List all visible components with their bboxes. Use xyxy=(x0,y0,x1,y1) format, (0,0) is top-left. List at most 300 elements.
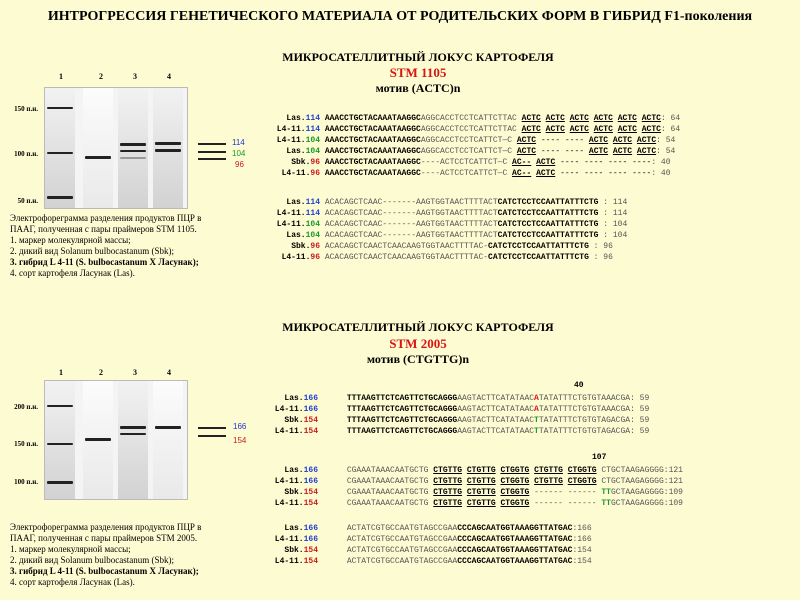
repeat-unit: ACTC xyxy=(521,125,541,134)
seq-segment: AAGTACTTCATATAAC xyxy=(457,427,535,436)
alignment-block-2a xyxy=(258,393,649,437)
page-title: ИНТРОГРЕССИЯ ГЕНЕТИЧЕСКОГО МАТЕРИАЛА ОТ РОДИТЕЛЬСКИХ ФОРМ В ГИБРИД F1-поколения xyxy=(47,9,753,24)
repeat-unit: ACTC xyxy=(617,125,637,134)
repeat-unit: ACTC xyxy=(641,125,661,134)
legend-line: 2. дикий вид Solanum bulbocastanum (Sbk); xyxy=(10,246,175,256)
seq-segment: ACTATCGTGCCAATGTAGCCGAA xyxy=(346,524,458,533)
position-count: :109 xyxy=(663,499,683,508)
legend-line: ПААГ, полученная с пары праймеров STM 2005. xyxy=(10,533,198,543)
repeat-unit: ACTC xyxy=(612,147,633,156)
repeat-unit: AC-- xyxy=(512,158,532,167)
sequence-row xyxy=(258,487,683,498)
allele-size: 166 xyxy=(303,524,318,533)
allele-size: 114 xyxy=(305,209,320,218)
repeat-unit: ACTC xyxy=(636,136,657,145)
gel1-image xyxy=(44,87,188,209)
repeat-unit: ---- xyxy=(608,158,628,167)
seq-segment: ACACAGCTCAAC-------AAGTGGTAACTTTTACT xyxy=(324,231,498,240)
position-count: : 40 xyxy=(651,158,671,167)
sample-name: L4-11. xyxy=(274,535,304,544)
alignment-block-2c xyxy=(258,523,592,567)
repeat-unit: CTGTTG xyxy=(534,477,563,486)
gap xyxy=(318,546,347,555)
legend-line: 2. дикий вид Solanum bulbocastanum (Sbk); xyxy=(10,555,175,565)
repeat-unit: ---- xyxy=(608,169,628,178)
repeat-unit: ------ xyxy=(567,499,597,508)
allele-size: 104 xyxy=(305,231,320,240)
repeat-unit: CTGTTG xyxy=(433,477,463,486)
sample-name: L4-11. xyxy=(276,209,306,218)
allele-label: 154 xyxy=(233,436,247,445)
repeat-unit: ACTC xyxy=(536,169,556,178)
gel-lane xyxy=(83,381,113,499)
seq-segment: TATATTTCTGTGTAGACGA xyxy=(538,427,631,436)
allele-size: 96 xyxy=(310,242,320,251)
sample-name: Las. xyxy=(286,147,306,156)
sequence-label xyxy=(258,534,318,545)
position-count: : 96 xyxy=(588,253,613,262)
sequence-label xyxy=(258,393,318,404)
primer-seq: AAACCTGCTACAAATAAGGC xyxy=(324,169,421,178)
repeat-unit: ACTC xyxy=(588,136,609,145)
sample-name: L4-11. xyxy=(276,136,306,145)
seq-segment: CGAAATAAACAATGCTG xyxy=(346,499,434,508)
section1-heading: МИКРОСАТЕЛЛИТНЫЙ ЛОКУС КАРТОФЕЛЯ xyxy=(282,50,554,64)
repeat-unit: ACTC xyxy=(516,136,537,145)
lane-number: 4 xyxy=(167,72,171,81)
lane-number: 2 xyxy=(99,368,103,377)
sequence-label xyxy=(258,476,318,487)
section2-motif: мотив (CTGTTG)n xyxy=(366,352,470,366)
position-count: :166 xyxy=(572,535,592,544)
repeat-unit: CTGTTG xyxy=(433,488,463,497)
gap xyxy=(318,499,347,508)
repeat-unit: ---- xyxy=(564,136,585,145)
position-count: :166 xyxy=(572,524,592,533)
repeat-unit: CTGTTG xyxy=(466,488,496,497)
gel-lane xyxy=(118,88,148,208)
sequence-row xyxy=(254,241,627,252)
gel2-legend xyxy=(10,522,275,588)
gel-lane xyxy=(118,381,148,499)
repeat-unit: CTGTTG xyxy=(433,466,463,475)
legend-line: Электрофореграмма разделения продуктов ПЦР в xyxy=(10,213,202,223)
sequence-label xyxy=(254,135,320,146)
seq-segment: TATATTTCTGTGTAGACGA xyxy=(538,416,631,425)
primer-seq: AAACCTGCTACAAATAAGGC xyxy=(324,147,421,156)
position-count: :121 xyxy=(663,477,683,486)
gel-lane xyxy=(45,381,75,499)
sequence-row xyxy=(254,230,627,241)
primer-seq: AAACCTGCTACAAATAAGGC xyxy=(324,136,421,145)
gap xyxy=(318,416,347,425)
position-count: : 54 xyxy=(656,147,676,156)
allele-size: 96 xyxy=(310,253,320,262)
ruler-label: 200 п.н. xyxy=(14,403,38,411)
sequence-row xyxy=(258,498,683,509)
repeat-unit: CTGGTG xyxy=(500,477,530,486)
primer-seq: CCCAGCAATGGTAAAGGTTATGAC xyxy=(457,546,573,555)
snp: TT xyxy=(601,488,611,497)
lane-number: 3 xyxy=(133,368,137,377)
sequence-label xyxy=(254,241,320,252)
seq-segment: ACACAGCTCAACTCAACAAGTGGTAACTTTTAC- xyxy=(324,242,489,251)
sequence-label xyxy=(254,124,320,135)
primer-seq: CATCTCCTCCAATTATTTCTG xyxy=(488,253,589,262)
repeat-unit: ACTC xyxy=(545,114,565,123)
position-count: :109 xyxy=(663,488,683,497)
sample-name: L4-11. xyxy=(274,499,304,508)
sequence-row xyxy=(254,219,627,230)
allele-size: 166 xyxy=(303,535,318,544)
repeat-unit: ---- xyxy=(540,147,561,156)
seq-segment: ACACAGCTCAACTCAACAAGTGGTAACTTTTAC- xyxy=(324,253,489,262)
lane-number: 4 xyxy=(167,368,171,377)
seq-segment: ACACAGCTCAAC-------AAGTGGTAACTTTTACT xyxy=(324,198,498,207)
repeat-unit: ---- xyxy=(560,169,580,178)
repeat-unit: CTGTTG xyxy=(466,466,496,475)
repeat-unit: ---- xyxy=(584,169,604,178)
section2-locus: STM 2005 xyxy=(389,336,447,351)
ruler-label: 150 п.н. xyxy=(14,440,38,448)
position-count: : 104 xyxy=(598,220,628,229)
primer-seq: AAACCTGCTACAAATAAGGC xyxy=(324,158,421,167)
sample-name: L4-11. xyxy=(274,405,304,414)
repeat-unit: CTGTTG xyxy=(466,477,496,486)
sample-name: Sbk. xyxy=(284,416,304,425)
repeat-unit: ACTC xyxy=(617,114,637,123)
gel-lane xyxy=(153,381,183,499)
repeat-unit: ------ xyxy=(534,499,563,508)
seq-segment: ACACAGCTCAAC-------AAGTGGTAACTTTTACT xyxy=(324,209,498,218)
position-count: : 59 xyxy=(630,405,650,414)
repeat-unit: CTGGTG xyxy=(500,488,530,497)
repeat-unit: ---- xyxy=(564,147,585,156)
legend-line: 1. маркер молекулярной массы; xyxy=(10,235,131,245)
repeat-unit: ---- xyxy=(632,158,652,167)
allele-size: 104 xyxy=(305,147,320,156)
repeat-unit: ---- xyxy=(560,158,580,167)
ruler-label: 150 п.н. xyxy=(14,105,38,113)
ruler-label: 50 п.н. xyxy=(17,197,38,205)
allele-size: 166 xyxy=(303,466,318,475)
position-count: : 40 xyxy=(651,169,671,178)
primer-seq: CCCAGCAATGGTAAAGGTTATGAC xyxy=(457,524,573,533)
seq-segment: CGAAATAAACAATGCTG xyxy=(346,477,434,486)
sequence-row xyxy=(258,404,649,415)
seq-segment: GCTAAGAGGGG xyxy=(610,488,664,497)
allele-label: 114 xyxy=(232,138,245,147)
repeat-unit: ACTC xyxy=(521,114,541,123)
sequence-row xyxy=(258,426,649,437)
gap xyxy=(318,524,347,533)
repeat-unit: AC-- xyxy=(512,169,532,178)
sample-name: Las. xyxy=(284,394,304,403)
gel-lane xyxy=(83,88,113,208)
allele-size: 114 xyxy=(305,198,320,207)
position-mark: 40 xyxy=(574,381,584,390)
sequence-label xyxy=(258,498,318,509)
allele-size: 114 xyxy=(305,125,320,134)
seq-segment: TATATTTCTGTGTAAACGA xyxy=(538,405,631,414)
allele-size: 154 xyxy=(303,488,318,497)
allele-size: 154 xyxy=(303,546,318,555)
sequence-row xyxy=(258,545,592,556)
seq-segment: ----ACTCCTCATTCT—C xyxy=(420,158,513,167)
repeat-unit: CTGTTG xyxy=(433,499,463,508)
sequence-row xyxy=(258,465,683,476)
snp: A xyxy=(534,394,539,403)
seq-segment: AGGCACCTCCTCATTCTTAC xyxy=(420,125,522,134)
gap xyxy=(318,535,347,544)
sample-name: Sbk. xyxy=(291,158,311,167)
sequence-label xyxy=(254,230,320,241)
sample-name: Las. xyxy=(286,114,306,123)
seq-segment: ----ACTCCTCATTCT—C xyxy=(420,169,513,178)
allele-size: 96 xyxy=(310,169,320,178)
sequence-label xyxy=(254,197,320,208)
primer-seq: AAACCTGCTACAAATAAGGC xyxy=(324,114,421,123)
sample-name: L4-11. xyxy=(276,220,306,229)
position-count: : 64 xyxy=(660,125,681,134)
primer-seq: CCCAGCAATGGTAAAGGTTATGAC xyxy=(457,535,573,544)
primer-seq: CATCTCCTCCAATTATTTCTG xyxy=(497,209,599,218)
position-count: :154 xyxy=(572,546,592,555)
primer-seq: CATCTCCTCCAATTATTTCTG xyxy=(488,242,589,251)
seq-segment: CTGCTAAGAGGGG xyxy=(601,477,664,486)
position-count: : 114 xyxy=(598,198,628,207)
sequence-row xyxy=(254,135,680,146)
sequence-label xyxy=(258,487,318,498)
repeat-unit: ------ xyxy=(567,488,597,497)
gap xyxy=(318,466,347,475)
primer-seq: CATCTCCTCCAATTATTTCTG xyxy=(497,198,599,207)
repeat-unit: CTGGTG xyxy=(500,499,530,508)
primer-seq: TTTAAGTTCTCAGTTCTGCAGGG xyxy=(346,405,458,414)
lane-number: 1 xyxy=(59,72,63,81)
seq-segment: AAGTACTTCATATAAC xyxy=(457,416,535,425)
seq-segment: AAGTACTTCATATAAC xyxy=(457,405,535,414)
sequence-row xyxy=(254,252,627,263)
sequence-label xyxy=(258,426,318,437)
allele-label: 104 xyxy=(232,149,246,158)
position-count: : 59 xyxy=(630,427,650,436)
primer-seq: CATCTCCTCCAATTATTTCTG xyxy=(497,220,599,229)
gap xyxy=(318,488,347,497)
sequence-label xyxy=(254,219,320,230)
ruler-label: 100 п.н. xyxy=(14,478,38,486)
sample-name: L4-11. xyxy=(281,169,311,178)
repeat-unit: ACTC xyxy=(593,114,613,123)
snp: TT xyxy=(601,499,611,508)
sequence-label xyxy=(254,168,320,179)
legend-line: 4. сорт картофеля Ласунак (Las). xyxy=(10,577,135,587)
sample-name: Las. xyxy=(284,524,304,533)
repeat-unit: ACTC xyxy=(569,114,589,123)
primer-seq: CATCTCCTCCAATTATTTCTG xyxy=(497,231,599,240)
allele-size: 166 xyxy=(303,405,318,414)
seq-segment: ACTATCGTGCCAATGTAGCCGAA xyxy=(346,546,458,555)
repeat-unit: ACTC xyxy=(612,136,633,145)
gap xyxy=(318,477,347,486)
section1-locus: STM 1105 xyxy=(389,65,447,80)
gap xyxy=(318,394,347,403)
primer-seq: TTTAAGTTCTCAGTTCTGCAGGG xyxy=(346,427,458,436)
primer-seq: AAACCTGCTACAAATAAGGC xyxy=(324,125,421,134)
position-count: : 54 xyxy=(656,136,676,145)
snp: T xyxy=(534,416,539,425)
repeat-unit: ACTC xyxy=(636,147,657,156)
seq-segment: ACTATCGTGCCAATGTAGCCGAA xyxy=(346,557,458,566)
seq-segment: AGGCACCTCCTCATTCTTAC xyxy=(420,114,522,123)
repeat-unit: CTGTTG xyxy=(534,466,563,475)
lane-number: 2 xyxy=(99,72,103,81)
sequence-label xyxy=(258,415,318,426)
legend-line: 1. маркер молекулярной массы; xyxy=(10,544,131,554)
sample-name: L4-11. xyxy=(274,557,304,566)
primer-seq: TTTAAGTTCTCAGTTCTGCAGGG xyxy=(346,394,458,403)
allele-size: 96 xyxy=(310,158,320,167)
alignment-block-2b xyxy=(258,465,683,509)
allele-size: 104 xyxy=(305,220,320,229)
sequence-label xyxy=(258,404,318,415)
position-count: : 96 xyxy=(588,242,613,251)
repeat-unit: CTGTTG xyxy=(466,499,496,508)
sequence-label xyxy=(254,146,320,157)
gel-lane xyxy=(45,88,75,208)
allele-size: 114 xyxy=(305,114,320,123)
repeat-unit: ACTC xyxy=(516,147,537,156)
gel1-legend xyxy=(10,213,275,279)
alignment-block-1b xyxy=(254,197,627,263)
repeat-unit: CTGGTG xyxy=(567,477,597,486)
position-count: :121 xyxy=(663,466,683,475)
sequence-label xyxy=(254,252,320,263)
seq-segment: CGAAATAAACAATGCTG xyxy=(346,466,434,475)
allele-size: 154 xyxy=(303,557,318,566)
position-count: :154 xyxy=(572,557,592,566)
position-mark: 107 xyxy=(592,453,607,462)
position-count: : 104 xyxy=(598,231,628,240)
repeat-unit: ACTC xyxy=(641,114,661,123)
legend-line: ПААГ, полученная с пары праймеров STM 1105. xyxy=(10,224,197,234)
sample-name: Sbk. xyxy=(291,242,311,251)
allele-size: 166 xyxy=(303,394,318,403)
repeat-unit: ACTC xyxy=(545,125,565,134)
legend-line: 3. гибрид L 4-11 (S. bulbocastanum X Ласунак); xyxy=(10,566,199,576)
position-count: : 59 xyxy=(630,394,650,403)
ruler-label: 100 п.н. xyxy=(14,150,38,158)
gap xyxy=(318,557,347,566)
snp: T xyxy=(534,427,539,436)
snp: A xyxy=(534,405,539,414)
allele-size: 154 xyxy=(303,499,318,508)
sequence-row xyxy=(254,168,680,179)
sequence-row xyxy=(254,197,627,208)
repeat-unit: ---- xyxy=(584,158,604,167)
sample-name: L4-11. xyxy=(274,477,304,486)
sample-name: Las. xyxy=(286,231,306,240)
legend-line: 4. сорт картофеля Ласунак (Las). xyxy=(10,268,135,278)
seq-segment: AGGCACCTCCTCATTCT—C xyxy=(420,147,517,156)
section2-heading: МИКРОСАТЕЛЛИТНЫЙ ЛОКУС КАРТОФЕЛЯ xyxy=(282,320,554,334)
allele-size: 166 xyxy=(303,477,318,486)
allele-size: 154 xyxy=(303,416,318,425)
sample-name: L4-11. xyxy=(276,125,306,134)
sequence-label xyxy=(258,523,318,534)
allele-size: 104 xyxy=(305,136,320,145)
legend-line: Электрофореграмма разделения продуктов ПЦР в xyxy=(10,522,202,532)
section1-motif: мотив (ACTC)n xyxy=(375,81,461,95)
seq-segment: CTGCTAAGAGGGG xyxy=(601,466,664,475)
sequence-row xyxy=(254,157,680,168)
position-count: : 59 xyxy=(630,416,650,425)
repeat-unit: ACTC xyxy=(588,147,609,156)
primer-seq: TTTAAGTTCTCAGTTCTGCAGGG xyxy=(346,416,458,425)
allele-label: 96 xyxy=(235,160,244,169)
repeat-unit: ACTC xyxy=(536,158,556,167)
sample-name: Las. xyxy=(286,198,306,207)
seq-segment: GCTAAGAGGGG xyxy=(610,499,664,508)
position-count: : 64 xyxy=(660,114,681,123)
seq-segment: CGAAATAAACAATGCTG xyxy=(346,488,434,497)
sequence-row xyxy=(254,146,680,157)
repeat-unit: CTGGTG xyxy=(567,466,597,475)
seq-segment: ACACAGCTCAAC-------AAGTGGTAACTTTTACT xyxy=(324,220,498,229)
sequence-row xyxy=(258,393,649,404)
seq-segment: AGGCACCTCCTCATTCT—C xyxy=(420,136,517,145)
lane-number: 1 xyxy=(59,368,63,377)
sequence-label xyxy=(258,545,318,556)
allele-label: 166 xyxy=(233,422,247,431)
sequence-label xyxy=(254,208,320,219)
seq-segment: TATATTTCTGTGTAAACGA xyxy=(538,394,631,403)
sequence-label xyxy=(254,113,320,124)
legend-line: 3. гибрид L 4-11 (S. bulbocastanum X Ласунак); xyxy=(10,257,199,267)
sequence-row xyxy=(258,523,592,534)
sequence-label xyxy=(254,157,320,168)
repeat-unit: ACTC xyxy=(569,125,589,134)
sequence-row xyxy=(254,124,680,135)
sequence-label xyxy=(258,465,318,476)
sample-name: Sbk. xyxy=(284,488,304,497)
position-count: : 114 xyxy=(598,209,628,218)
sequence-row xyxy=(258,556,592,567)
repeat-unit: ------ xyxy=(534,488,563,497)
gap xyxy=(318,405,347,414)
sample-name: Sbk. xyxy=(284,546,304,555)
primer-seq: CCCAGCAATGGTAAAGGTTATGAC xyxy=(457,557,573,566)
sequence-row xyxy=(254,113,680,124)
sample-name: L4-11. xyxy=(274,427,304,436)
gel-lane xyxy=(153,88,183,208)
sequence-row xyxy=(254,208,627,219)
repeat-unit: ---- xyxy=(632,169,652,178)
seq-segment: ACTATCGTGCCAATGTAGCCGAA xyxy=(346,535,458,544)
repeat-unit: ---- xyxy=(540,136,561,145)
repeat-unit: CTGGTG xyxy=(500,466,530,475)
alignment-block-1a xyxy=(254,113,680,179)
lane-number: 3 xyxy=(133,72,137,81)
gel2-image xyxy=(44,380,188,500)
sequence-row xyxy=(258,415,649,426)
sequence-label xyxy=(258,556,318,567)
allele-size: 154 xyxy=(303,427,318,436)
sample-name: L4-11. xyxy=(281,253,311,262)
sequence-row xyxy=(258,476,683,487)
sample-name: Las. xyxy=(284,466,304,475)
seq-segment: AAGTACTTCATATAAC xyxy=(457,394,535,403)
